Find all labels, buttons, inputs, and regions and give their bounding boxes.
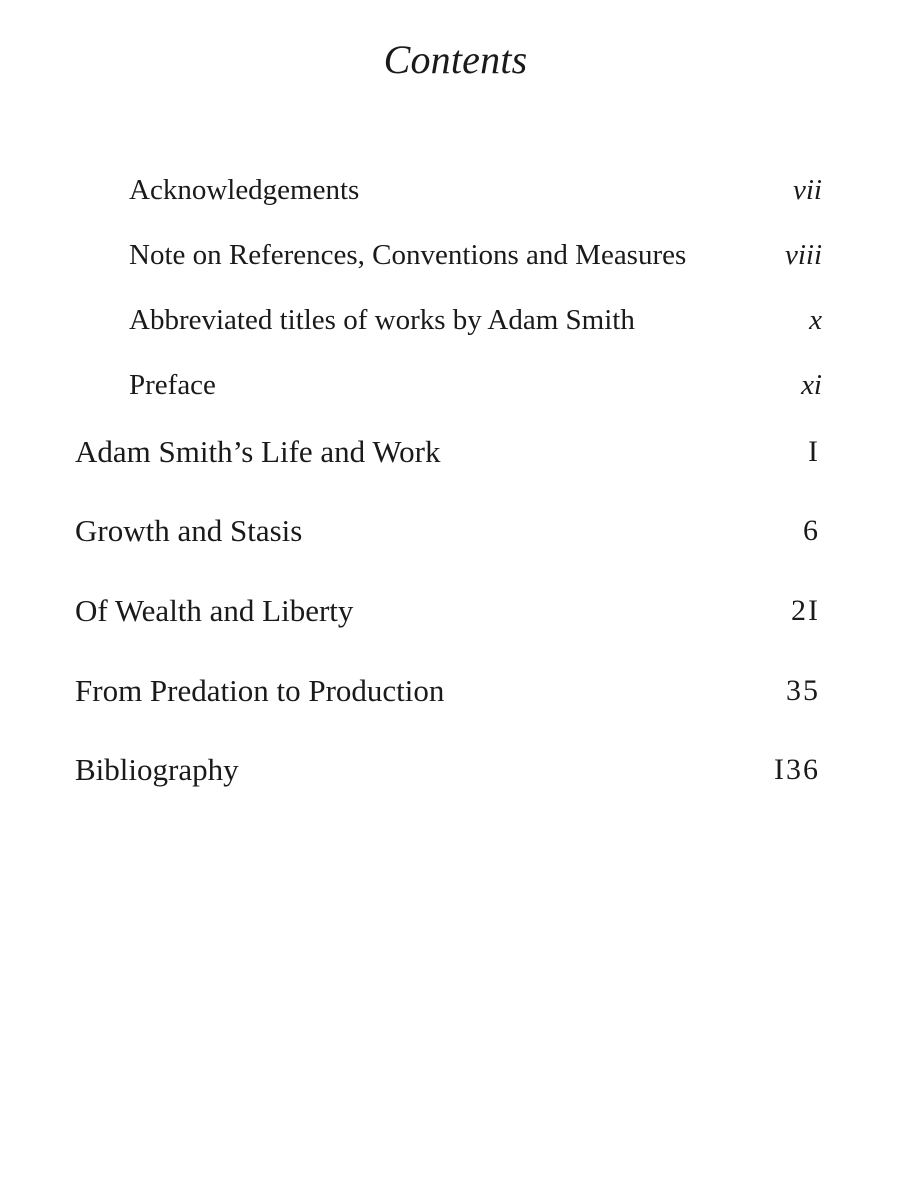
toc-entry-page-number: vii	[793, 174, 822, 206]
toc-entry-title: Growth and Stasis	[75, 513, 303, 548]
toc-entry-page-number: viii	[784, 239, 822, 271]
toc-entry-title: Note on References, Conventions and Measures	[129, 239, 687, 271]
toc-entry-title: Bibliography	[75, 752, 239, 787]
toc-entry-page-number: x	[809, 304, 822, 336]
page-title: Contents	[383, 37, 528, 82]
toc-entry-title: Acknowledgements	[129, 174, 360, 206]
toc-entry-page-number: xi	[801, 369, 822, 401]
toc-entry-title: Abbreviated titles of works by Adam Smith	[129, 304, 635, 336]
toc-entry-title: From Predation to Production	[75, 673, 445, 708]
toc-entry-page-number: 6	[803, 514, 820, 547]
toc-entry-title: Of Wealth and Liberty	[75, 593, 354, 628]
toc-entry-title: Preface	[129, 369, 216, 401]
toc-entry-page-number: 2I	[791, 594, 820, 627]
toc-entry-page-number: I	[808, 435, 820, 468]
toc-entry-page-number: I36	[774, 753, 820, 786]
toc-entry-page-number: 35	[786, 674, 820, 707]
toc-entry-title: Adam Smith’s Life and Work	[75, 434, 441, 469]
